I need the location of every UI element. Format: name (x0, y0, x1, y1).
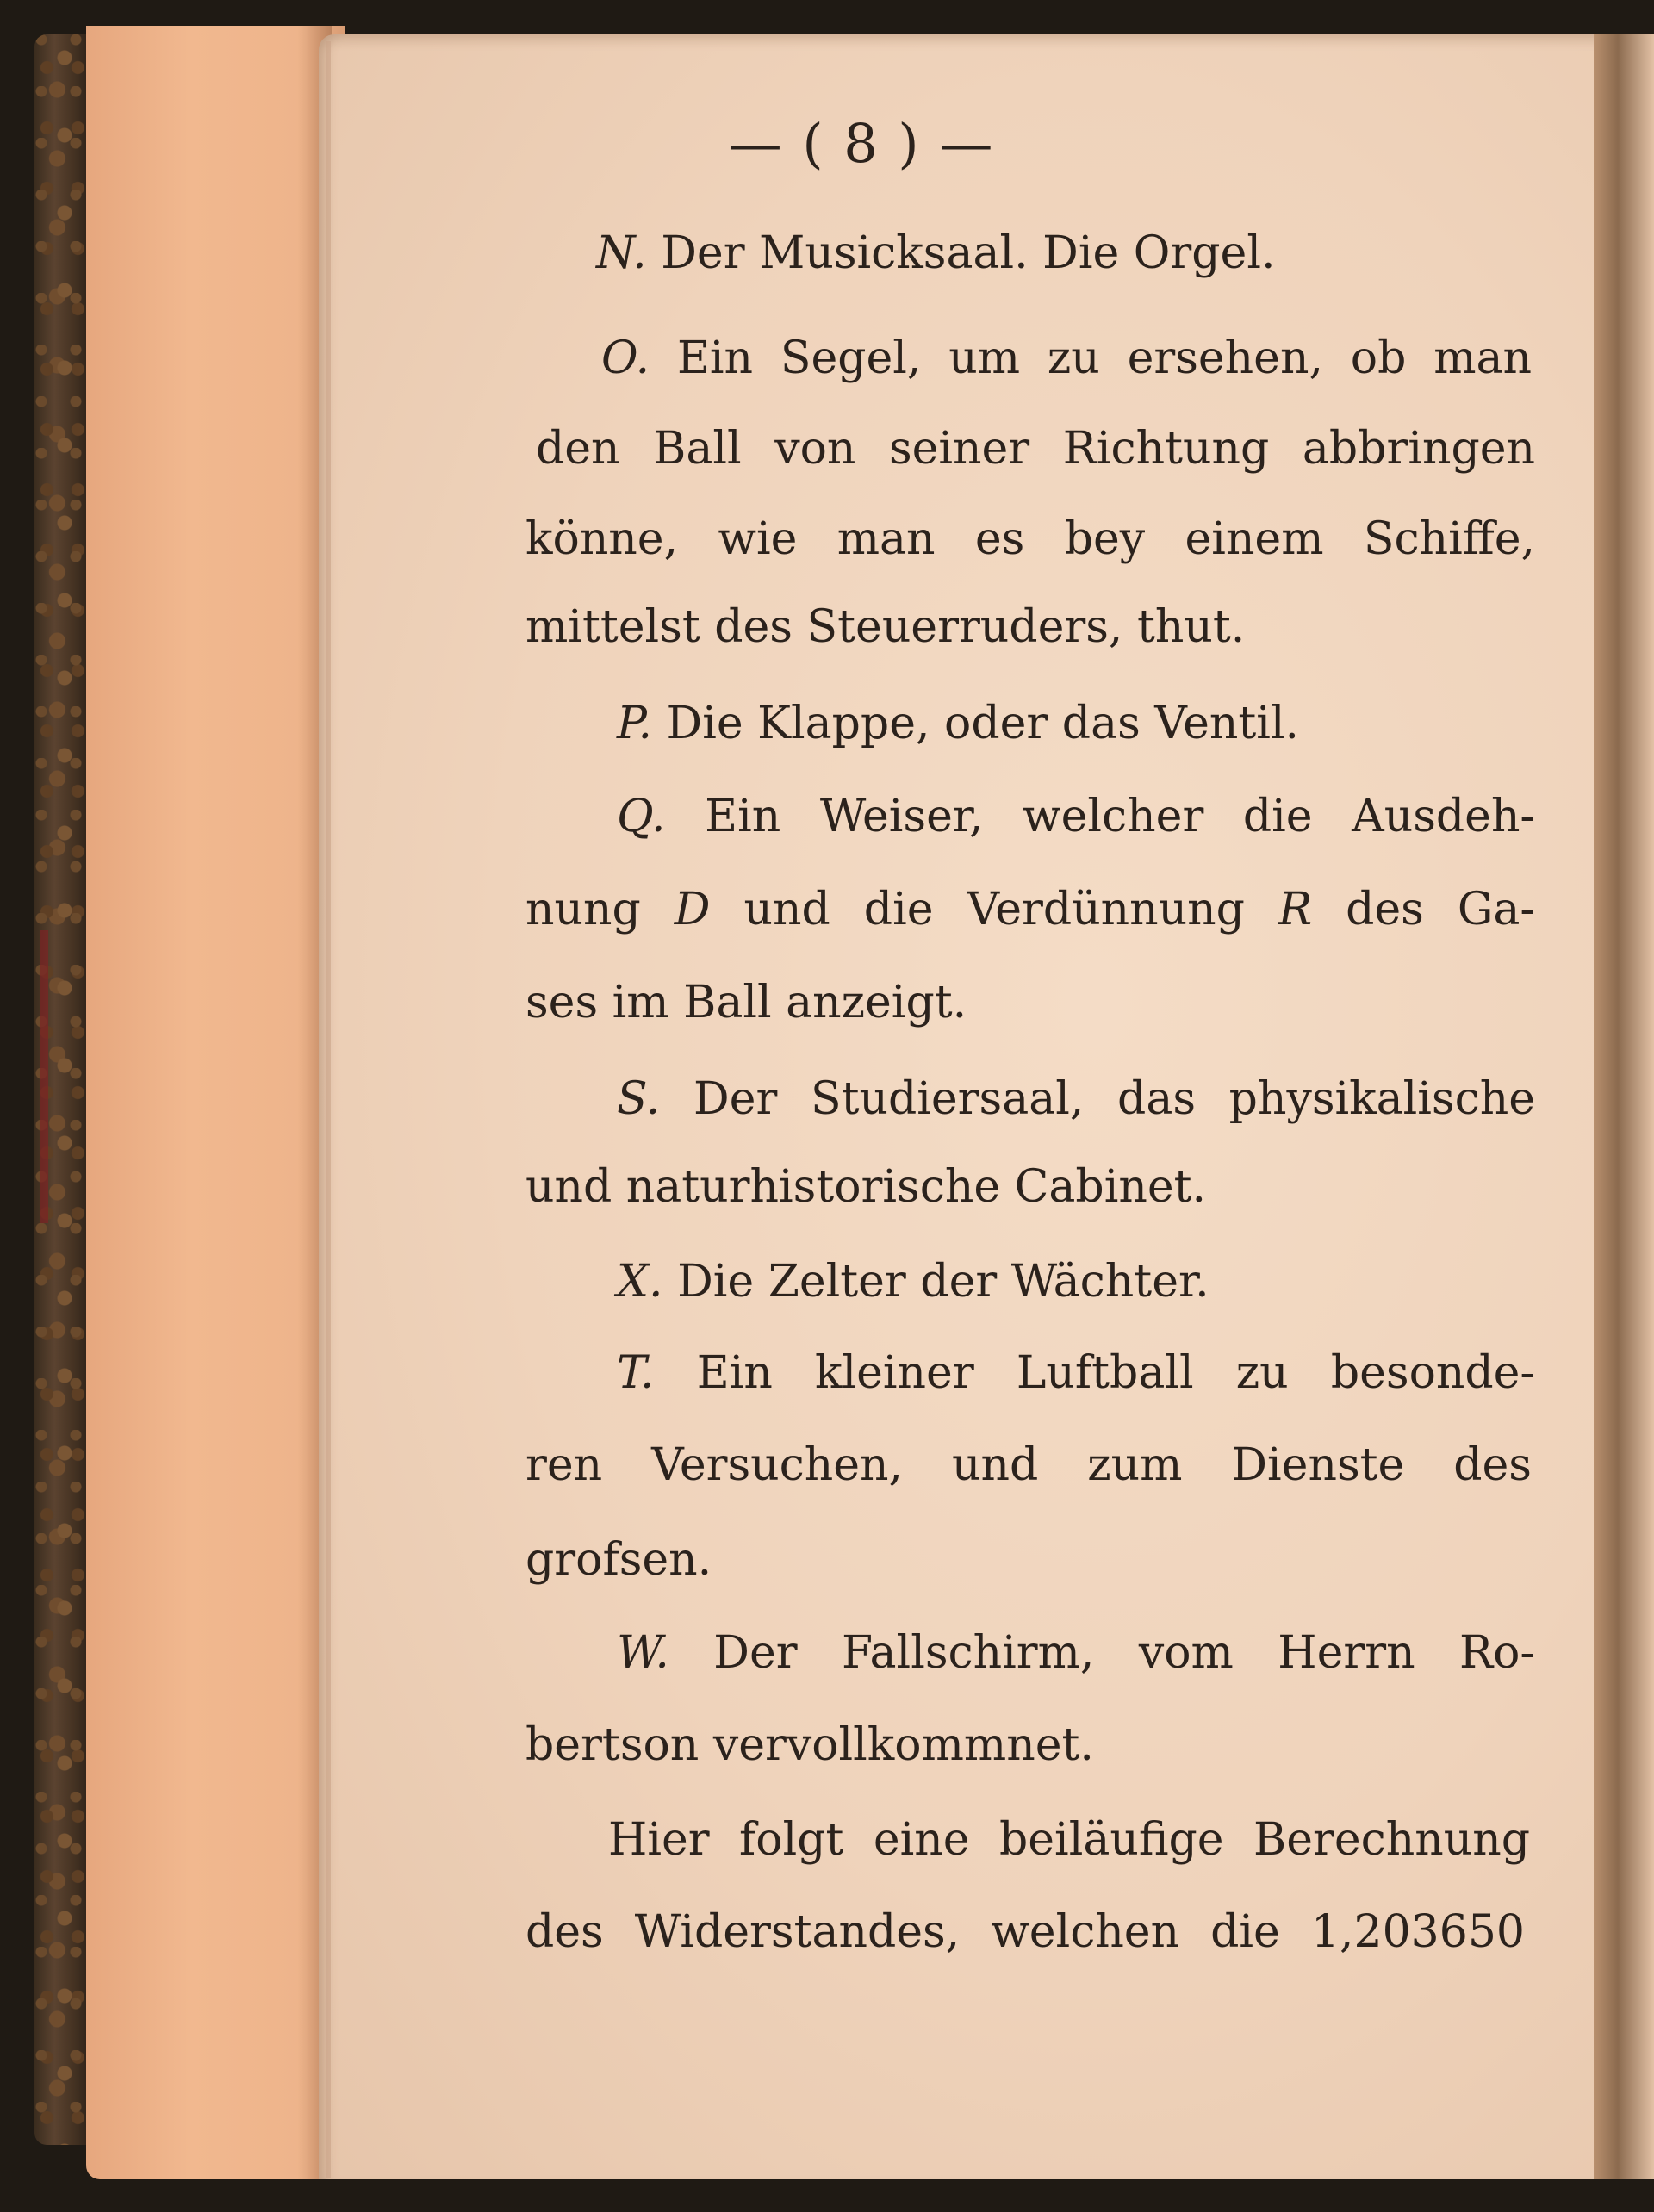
entry-text: Der Musicksaal. Die Orgel. (646, 227, 1276, 279)
text-line: des Widerstandes, welchen die 1,203650 (525, 1906, 1525, 1958)
entry-o (601, 332, 1532, 384)
entry-w (617, 1627, 1535, 1679)
text-line: den Ball von seiner Richtung abbringen (536, 423, 1535, 475)
text-segment: des Ga- (1312, 884, 1535, 935)
text-line: mittelst des Steuerruders, thut. (525, 601, 1246, 653)
entry-label: X. (617, 1256, 663, 1308)
entry-t (617, 1347, 1535, 1399)
entry-label: W. (617, 1627, 669, 1679)
entry-label: N. (596, 227, 647, 279)
text-line: bertson vervollkommnet. (525, 1719, 1094, 1771)
entry-label: T. (617, 1347, 655, 1399)
entry-label: O. (601, 332, 650, 384)
text-line: und naturhistorische Cabinet. (525, 1161, 1207, 1213)
entry-text: Ein Segel, um zu ersehen, ob man (650, 332, 1532, 384)
text-segment: und die Verdünnung (710, 884, 1278, 935)
entry-text: Die Zelter der Wächter. (662, 1256, 1209, 1308)
page-number: — ( 8 ) — (728, 112, 995, 175)
symbol-d: D (674, 884, 711, 935)
entry-label: S. (617, 1073, 661, 1125)
entry-s (617, 1073, 1535, 1125)
entry-text: Der Studiersaal, das physikalische (660, 1073, 1535, 1125)
text-line-with-symbols (525, 884, 1535, 935)
text-line: grofsen. (525, 1534, 712, 1586)
entry-text: Ein Weiser, welcher die Ausdeh- (665, 791, 1535, 842)
entry-n (596, 227, 1276, 279)
entry-text: Die Klappe, oder das Ventil. (651, 698, 1300, 749)
text-line: könne, wie man es bey einem Schiffe, (525, 513, 1535, 565)
text-segment: nung (525, 884, 675, 935)
entry-text: Ein kleiner Luftball zu besonde- (654, 1347, 1535, 1399)
page-header (0, 112, 1654, 175)
entry-q (617, 791, 1535, 842)
entry-p (617, 698, 1300, 749)
entry-label: P. (617, 698, 652, 749)
entry-text: Der Fallschirm, vom Herrn Ro- (668, 1627, 1535, 1679)
text-line: Hier folgt eine beiläufige Berechnung (608, 1814, 1530, 1866)
entry-label: Q. (617, 791, 666, 842)
text-line: ren Versuchen, und zum Dienste des (525, 1439, 1532, 1491)
entry-x (617, 1256, 1209, 1308)
symbol-r: R (1278, 884, 1313, 935)
text-line: ses im Ball anzeigt. (525, 977, 967, 1028)
